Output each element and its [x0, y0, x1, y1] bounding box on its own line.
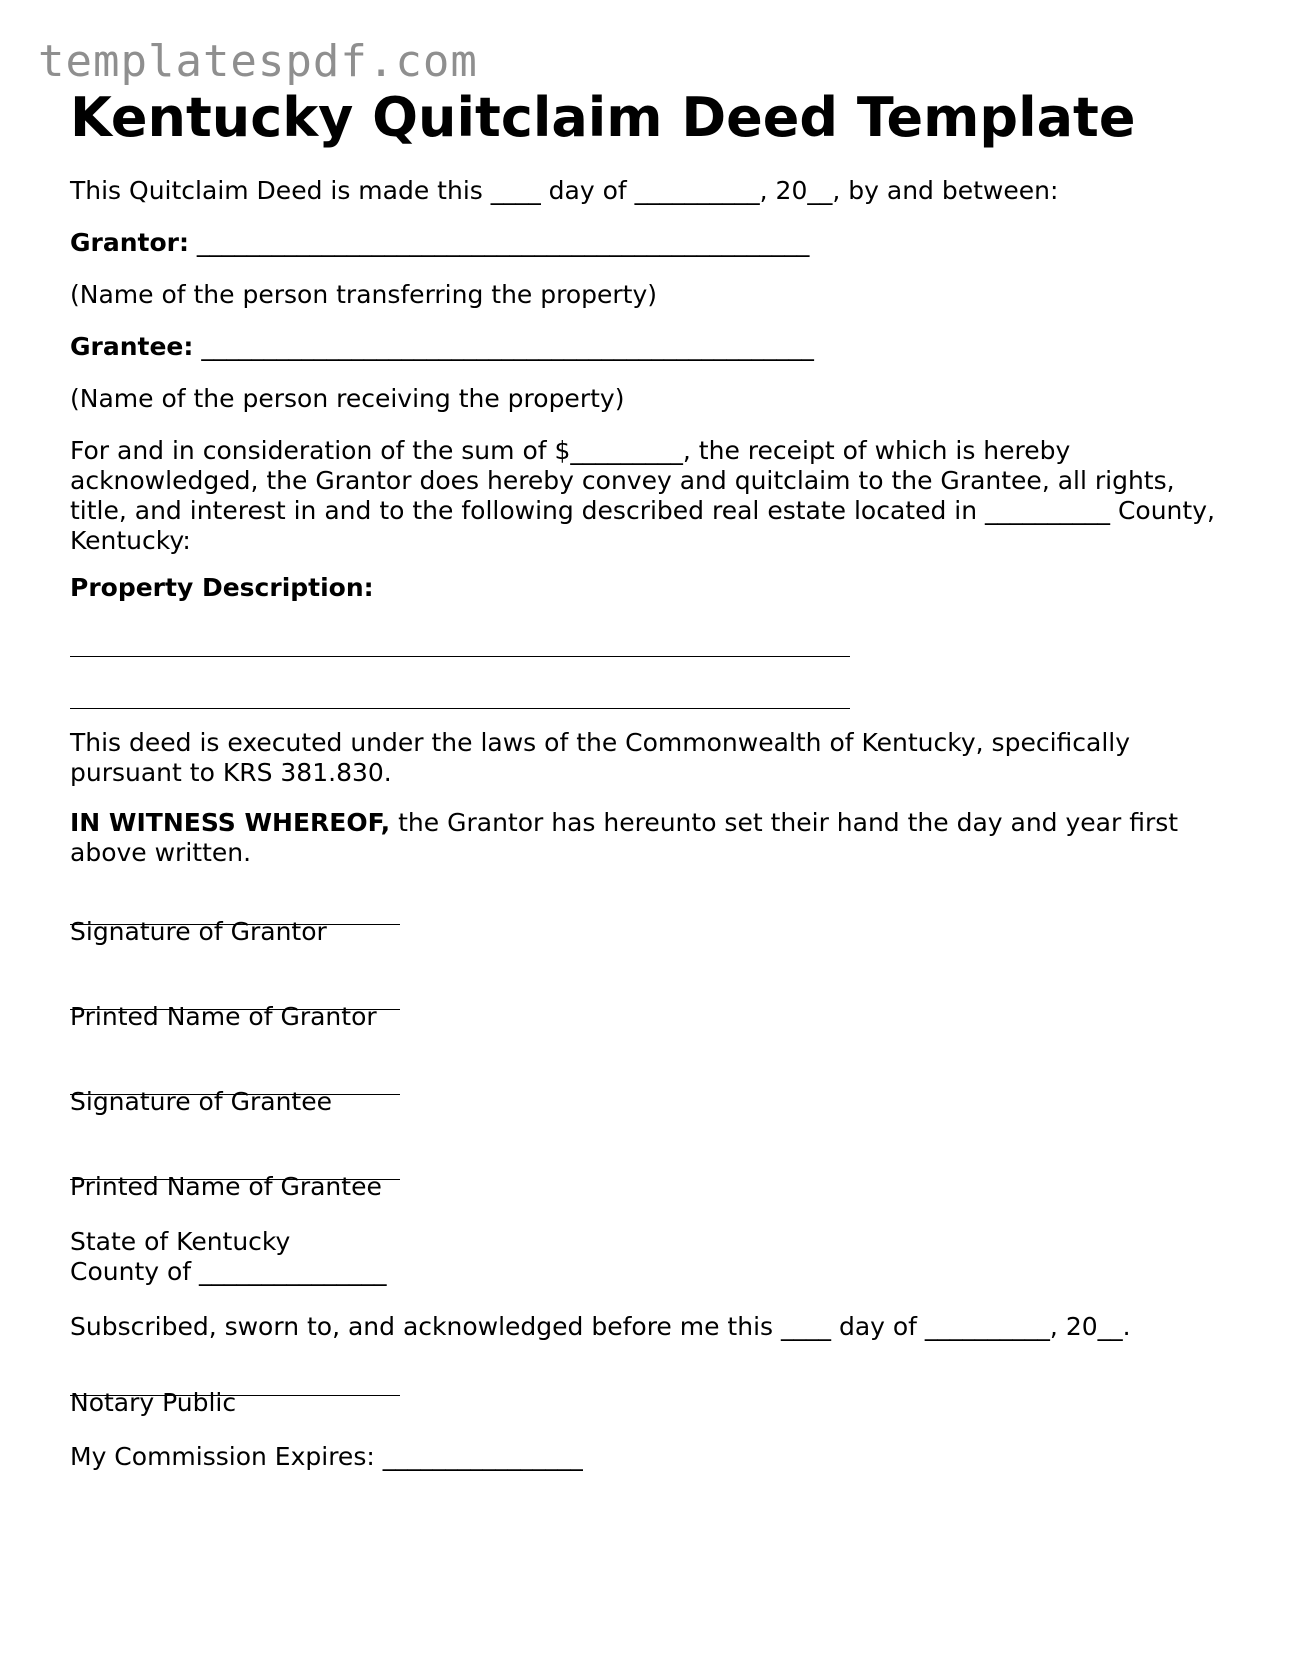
witness-paragraph	[70, 808, 1230, 868]
grantee-label: Grantee:	[70, 332, 194, 361]
laws-paragraph: This deed is executed under the laws of the Commonwealth of Kentucky, specifically pursuant to KRS 381.830.	[70, 728, 1131, 787]
property-description-line-2[interactable]	[70, 708, 850, 709]
grantor-field	[70, 228, 809, 258]
grantee-printed-name-label: Printed Name of Grantee	[70, 1172, 382, 1201]
grantor-label: Grantor:	[70, 228, 189, 257]
notary-public-label: Notary Public	[70, 1388, 237, 1417]
grantee-field	[70, 332, 814, 362]
property-description-label: Property Description:	[70, 573, 374, 602]
grantee-blank[interactable]: _________________________________________________	[193, 332, 814, 361]
grantor-note: (Name of the person transferring the property)	[70, 280, 658, 309]
consideration-paragraph: For and in consideration of the sum of $_________, the receipt of which is hereby acknowledged, the Grantor does hereby convey and quitclaim to the Grantee, all rights, title, and interest in and to the following described real estate located in __________ County, Kentucky:	[70, 436, 1215, 555]
grantor-printed-name-label: Printed Name of Grantor	[70, 1002, 377, 1031]
notary-county: County of _______________	[70, 1257, 387, 1286]
grantor-blank[interactable]: _________________________________________________	[188, 228, 810, 257]
witness-rest: the Grantor has hereunto set their hand the day and year first above written.	[70, 808, 1179, 867]
grantee-note: (Name of the person receiving the property)	[70, 384, 625, 413]
watermark: templatespdf.com	[38, 36, 478, 87]
notary-subscribed: Subscribed, sworn to, and acknowledged before me this ____ day of __________, 20__.	[70, 1312, 1131, 1341]
commission-expires: My Commission Expires: ________________	[70, 1442, 583, 1471]
witness-lead: IN WITNESS WHEREOF,	[70, 808, 391, 837]
grantor-signature-label: Signature of Grantor	[70, 917, 327, 946]
notary-state: State of Kentucky	[70, 1227, 291, 1256]
property-description-line-1[interactable]	[70, 656, 850, 657]
page-title: Kentucky Quitclaim Deed Template	[70, 86, 1136, 149]
grantee-signature-label: Signature of Grantee	[70, 1087, 332, 1116]
intro-text: This Quitclaim Deed is made this ____ day of __________, 20__, by and between:	[70, 176, 1059, 205]
